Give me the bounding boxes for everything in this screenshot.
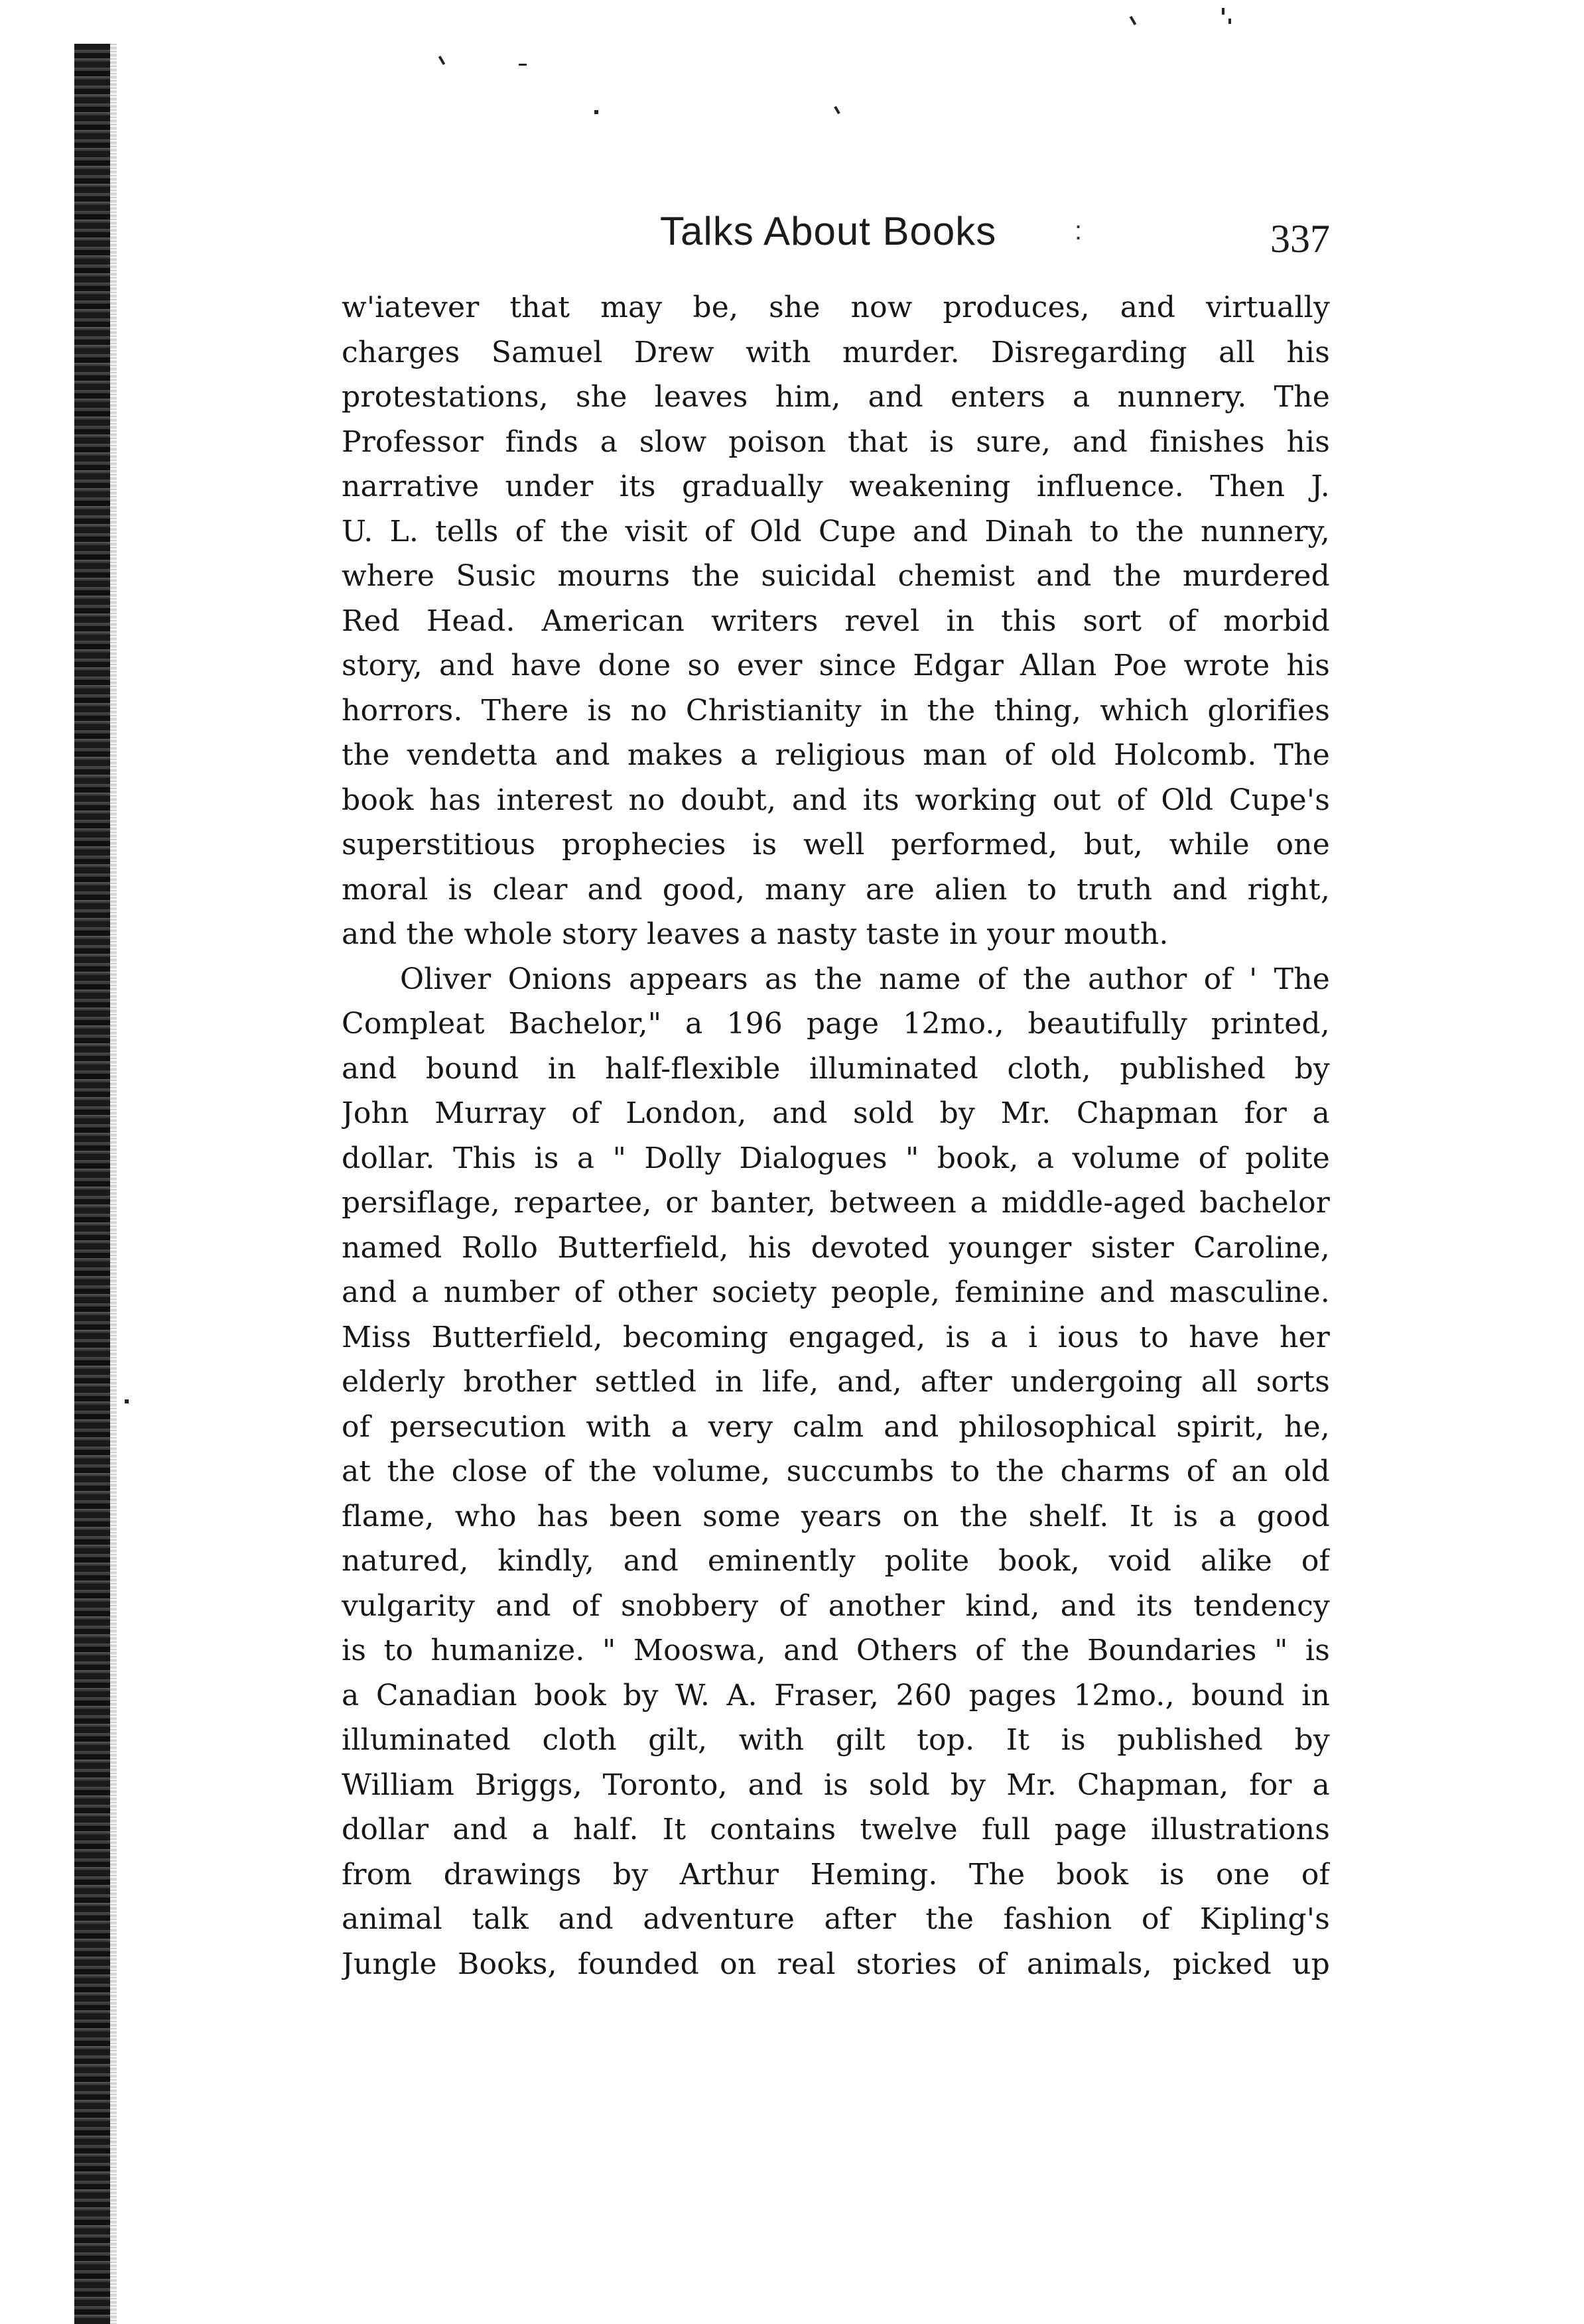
text-line: named Rollo Butterfield, his devoted younger sister Caroline, bbox=[342, 1230, 1330, 1265]
text-line: of persecution with a very calm and philosophical spirit, he, bbox=[342, 1409, 1330, 1444]
text-line: at the close of the volume, succumbs to the charms of an old bbox=[342, 1454, 1330, 1488]
text-line: and bound in half-flexible illuminated cloth, published by bbox=[342, 1051, 1330, 1086]
binding-edge bbox=[74, 44, 110, 2324]
text-line: William Briggs, Toronto, and is sold by Mr. Chapman, for a bbox=[342, 1768, 1330, 1802]
text-line: moral is clear and good, many are alien to truth and right, bbox=[342, 872, 1330, 907]
text-line: narrative under its gradually weakening influence. Then J. bbox=[342, 470, 1330, 503]
text-line: the vendetta and makes a religious man of old Holcomb. The bbox=[342, 738, 1330, 772]
text-line: U. L. tells of the visit of Old Cupe and Dinah to the nunnery, bbox=[342, 514, 1330, 549]
text-line: superstitious prophecies is well performed, but, while one bbox=[342, 828, 1330, 862]
text-line: Red Head. American writers revel in this sort of morbid bbox=[342, 604, 1330, 638]
text-line: protestations, she leaves him, and enters a nunnery. The bbox=[342, 380, 1330, 414]
paragraph bbox=[342, 957, 1330, 1987]
scan-speck bbox=[1130, 16, 1136, 25]
text-line: Miss Butterfield, becoming engaged, is a i ious to have her bbox=[342, 1320, 1330, 1354]
text-line: flame, who has been some years on the shelf. It is a good bbox=[342, 1499, 1330, 1533]
body-text bbox=[342, 285, 1330, 1986]
page-header bbox=[342, 208, 1330, 268]
text-line: from drawings by Arthur Heming. The book is one of bbox=[342, 1857, 1330, 1892]
text-line: natured, kindly, and eminently polite book, void alike of bbox=[342, 1544, 1330, 1578]
scan-speck bbox=[1222, 8, 1224, 15]
text-line: and the whole story leaves a nasty taste in your mouth. bbox=[342, 917, 1169, 951]
text-line: John Murray of London, and sold by Mr. Chapman for a bbox=[342, 1096, 1330, 1130]
text-line: dollar. This is a " Dolly Dialogues " book, a volume of polite bbox=[342, 1141, 1330, 1175]
text-line: vulgarity and of snobbery of another kind, and its tendency bbox=[342, 1588, 1330, 1623]
text-line: Professor finds a slow poison that is sure, and finishes his bbox=[342, 424, 1330, 459]
text-line: illuminated cloth gilt, with gilt top. It is published by bbox=[342, 1723, 1330, 1757]
scan-speck bbox=[125, 1399, 129, 1403]
text-line: is to humanize. " Mooswa, and Others of the Boundaries " is bbox=[342, 1634, 1330, 1667]
text-line: a Canadian book by W. A. Fraser, 260 pages 12mo., bound in bbox=[342, 1678, 1330, 1712]
scan-speck bbox=[1228, 19, 1231, 24]
running-title: Talks About Books bbox=[660, 209, 997, 253]
text-line: horrors. There is no Christianity in the thing, which glorifies bbox=[342, 693, 1330, 728]
text-line: persiflage, repartee, or banter, between a middle-aged bachelor bbox=[342, 1186, 1330, 1220]
text-line: elderly brother settled in life, and, after undergoing all sorts bbox=[342, 1365, 1330, 1399]
text-line: charges Samuel Drew with murder. Disregarding all his bbox=[342, 335, 1330, 369]
text-line: animal talk and adventure after the fashion of Kipling's bbox=[342, 1902, 1330, 1936]
text-line: and a number of other society people, feminine and masculine. bbox=[342, 1275, 1330, 1309]
scan-speck bbox=[519, 64, 527, 66]
text-line: Compleat Bachelor," a 196 page 12mo., beautifully printed, bbox=[342, 1007, 1330, 1041]
text-line: Oliver Onions appears as the name of the author of ' The bbox=[400, 962, 1330, 996]
text-line: where Susic mourns the suicidal chemist and the murdered bbox=[342, 559, 1330, 593]
text-line: story, and have done so ever since Edgar Allan Poe wrote his bbox=[342, 649, 1330, 682]
page-number: 337 bbox=[1270, 217, 1330, 261]
text-line: Jungle Books, founded on real stories of animals, picked up bbox=[342, 1947, 1330, 1981]
paragraph bbox=[342, 285, 1330, 957]
scan-speck bbox=[834, 106, 840, 114]
text-line: dollar and a half. It contains twelve full page illustrations bbox=[342, 1813, 1330, 1846]
scan-speck bbox=[594, 110, 598, 114]
scan-speck bbox=[438, 56, 445, 65]
text-line: w'iatever that may be, she now produces, and virtually bbox=[342, 290, 1330, 324]
text-line: book has interest no doubt, and its working out of Old Cupe's bbox=[342, 783, 1330, 817]
header-mark: : bbox=[1075, 216, 1083, 245]
